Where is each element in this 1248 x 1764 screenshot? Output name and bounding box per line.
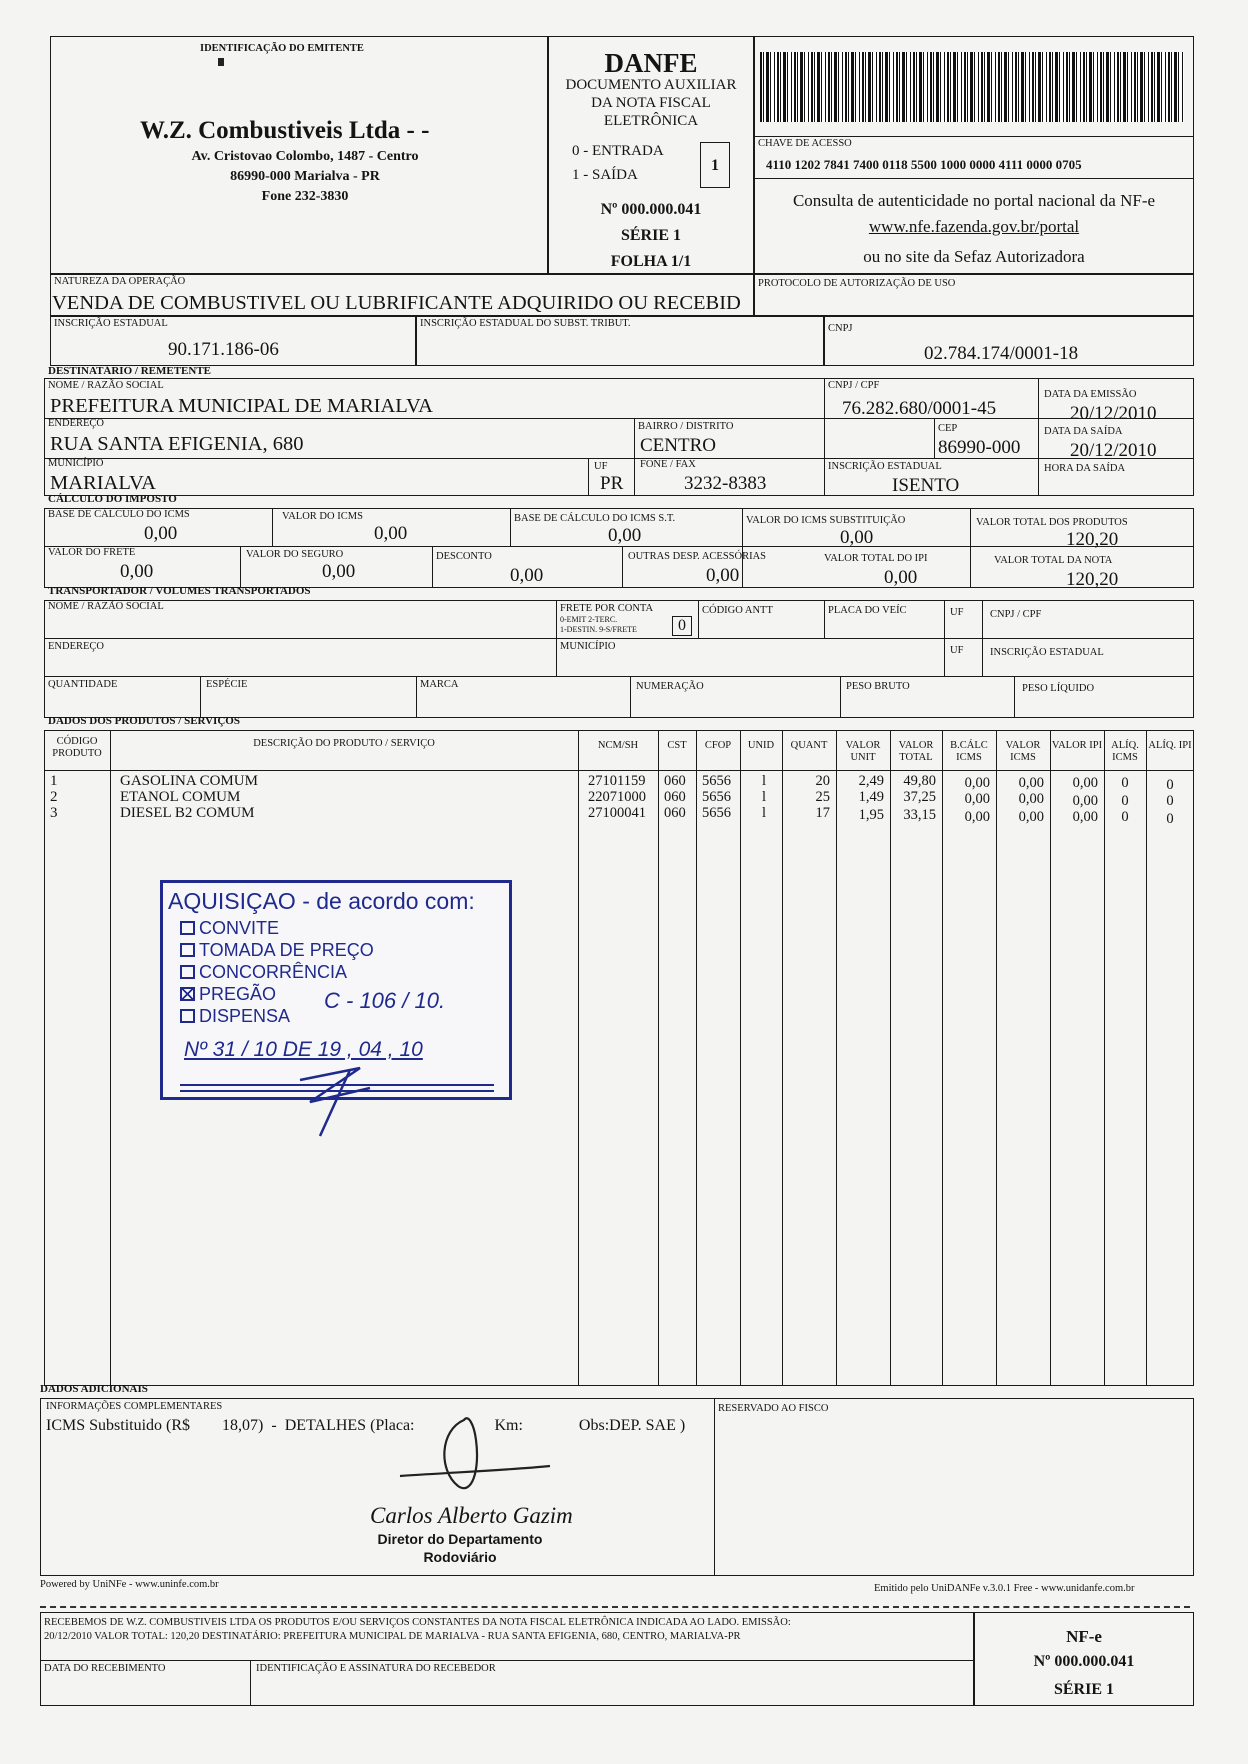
transp-uf2-label: UF [950, 645, 964, 656]
danfe-title: DANFE [604, 48, 698, 78]
checkbox-icon [180, 921, 195, 935]
valor-icms-st-label: VALOR DO ICMS SUBSTITUIÇÃO [746, 515, 906, 526]
row-valor-total: 33,15 [903, 807, 936, 823]
valor-icms: 0,00 [374, 523, 408, 544]
row-aliq-icms: 0 [1121, 809, 1129, 825]
outras-label: OUTRAS DESP. ACESSÓRIAS [628, 551, 766, 562]
imposto-section-label: CÁLCULO DO IMPOSTO [48, 493, 177, 505]
protocolo-label: PROTOCOLO DE AUTORIZAÇÃO DE USO [758, 278, 956, 289]
fone-label: FONE / FAX [640, 459, 696, 470]
consulta-text-2: ou no site da Sefaz Autorizadora [863, 247, 1085, 266]
danfe-folha: FOLHA 1/1 [610, 253, 692, 270]
valor-icms-st: 0,00 [840, 527, 874, 548]
checkbox-icon [180, 965, 195, 979]
stamp-option-convite: CONVITE [180, 918, 279, 939]
desconto-label: DESCONTO [436, 551, 492, 562]
data-recebimento-label: DATA DO RECEBIMENTO [44, 1663, 166, 1674]
canhoto-nfe: NF-e [1066, 1627, 1102, 1646]
row-descricao: ETANOL COMUM [120, 789, 241, 805]
consulta-link[interactable]: www.nfe.fazenda.gov.br/portal [868, 217, 1080, 236]
stamp-numero-line: Nº 31 / 10 DE 19 , 04 , 10 [184, 1038, 423, 1061]
quantidade-label: QUANTIDADE [48, 679, 118, 690]
reservado-fisco-label: RESERVADO AO FISCO [718, 1403, 829, 1414]
signature-role-2: Rodoviário [423, 1549, 497, 1565]
chave-label: CHAVE DE ACESSO [758, 138, 852, 149]
dest-cnpj: 76.282.680/0001-45 [842, 398, 997, 419]
row-codigo: 1 [50, 773, 58, 789]
dest-nome: PREFEITURA MUNICIPAL DE MARIALVA [50, 395, 433, 417]
dest-cnpj-label: CNPJ / CPF [828, 380, 880, 391]
row-ncm: 27100041 [588, 805, 646, 821]
row-codigo: 3 [50, 805, 58, 821]
row-ncm: 27101159 [588, 773, 646, 789]
row-quant: 17 [815, 805, 830, 821]
canhoto-numero: Nº 000.000.041 [1033, 1653, 1135, 1670]
data-emissao: 20/12/2010 [1070, 403, 1157, 424]
info-complementares-text: ICMS Substituido (R$ 18,07) - DETALHES (Placa: Km: Obs:DEP. SAE ) [46, 1417, 686, 1434]
transp-uf-label: UF [950, 607, 964, 618]
th-descricao: DESCRIÇÃO DO PRODUTO / SERVIÇO [253, 738, 435, 749]
checkbox-icon [180, 943, 195, 957]
row-valor-ipi: 0,00 [1072, 775, 1098, 791]
stamp-title: AQUISIÇAO - de acordo com: [168, 888, 475, 914]
outras: 0,00 [706, 565, 740, 586]
frete-opt-1: 0-EMIT 2-TERC. [560, 615, 618, 624]
especie-label: ESPÉCIE [206, 679, 248, 690]
row-aliq-icms: 0 [1121, 775, 1129, 791]
th-valor-icms: VALOR ICMS [1005, 740, 1041, 764]
transp-nome-label: NOME / RAZÃO SOCIAL [48, 601, 164, 612]
row-valor-icms: 0,00 [1018, 809, 1044, 825]
powered-by: Powered by UniNFe - www.uninfe.com.br [40, 1579, 219, 1590]
hora-saida-label: HORA DA SAÍDA [1044, 463, 1126, 474]
th-codigo: CÓDIGO PRODUTO [52, 736, 102, 760]
base-icms-st: 0,00 [608, 525, 642, 546]
th-valor-total: VALOR TOTAL [898, 740, 934, 764]
row-aliq-ipi: 0 [1166, 777, 1174, 793]
desconto: 0,00 [510, 565, 544, 586]
row-cfop: 5656 [702, 789, 731, 805]
emitente-section-label: IDENTIFICAÇÃO DO EMITENTE [200, 43, 364, 54]
data-saida: 20/12/2010 [1070, 440, 1157, 461]
danfe-serie: SÉRIE 1 [620, 227, 682, 244]
bairro: CENTRO [640, 435, 716, 456]
row-cst: 060 [664, 805, 686, 821]
dest-nome-label: NOME / RAZÃO SOCIAL [48, 380, 164, 391]
th-valor-ipi: VALOR IPI [1051, 740, 1103, 751]
bairro-label: BAIRRO / DISTRITO [638, 421, 734, 432]
th-cfop: CFOP [704, 740, 732, 751]
peso-liquido-label: PESO LÍQUIDO [1022, 683, 1095, 694]
transp-endereco-label: ENDEREÇO [48, 641, 104, 652]
th-valor-unit: VALOR UNIT [845, 740, 881, 764]
cnpj-value: 02.784.174/0001-18 [924, 343, 1079, 364]
frete-label: VALOR DO FRETE [48, 547, 136, 558]
row-valor-unit: 2,49 [858, 773, 884, 789]
dest-endereco: RUA SANTA EFIGENIA, 680 [50, 433, 304, 455]
row-quant: 25 [815, 789, 830, 805]
row-descricao: DIESEL B2 COMUM [120, 805, 255, 821]
danfe-saida: 1 - SAÍDA [572, 167, 638, 183]
placa-label: PLACA DO VEÍC [828, 605, 907, 616]
total-produtos-label: VALOR TOTAL DOS PRODUTOS [976, 517, 1128, 528]
info-complementares-label: INFORMAÇÕES COMPLEMENTARES [46, 1401, 223, 1412]
stamp-option-dispensa: DISPENSA [180, 1006, 290, 1027]
assinatura-recebedor-label: IDENTIFICAÇÃO E ASSINATURA DO RECEBEDOR [256, 1663, 496, 1674]
row-cfop: 5656 [702, 805, 731, 821]
row-cst: 060 [664, 789, 686, 805]
chave-divider [754, 136, 1194, 137]
municipio: MARIALVA [50, 472, 156, 494]
natureza-value: VENDA DE COMBUSTIVEL OU LUBRIFICANTE ADQUIRIDO OU RECEBID [52, 292, 741, 314]
ie-st-label: INSCRIÇÃO ESTADUAL DO SUBST. TRIBUT. [420, 318, 631, 329]
row-valor-unit: 1,95 [858, 807, 884, 823]
dest-ie: ISENTO [892, 475, 960, 496]
base-icms-label: BASE DE CÁLCULO DO ICMS [48, 509, 190, 520]
row-bc-icms: 0,00 [964, 791, 990, 807]
th-aliq-icms: ALÍQ. ICMS [1111, 740, 1139, 764]
stamp-signature-scribble [290, 1040, 380, 1140]
total-nota-label: VALOR TOTAL DA NOTA [994, 555, 1113, 566]
cep-label: CEP [938, 423, 958, 434]
stamp-option-concorrencia: CONCORRÊNCIA [180, 962, 347, 983]
total-nota: 120,20 [1066, 569, 1119, 590]
row-codigo: 2 [50, 789, 58, 805]
destinatario-section-label: DESTINATÁRIO / REMETENTE [48, 365, 211, 377]
danfe-subtitle-2: DA NOTA FISCAL [591, 95, 711, 111]
produtos-header-divider [44, 770, 1194, 771]
th-aliq-ipi: ALÍQ. IPI [1148, 740, 1192, 751]
data-emissao-label: DATA DA EMISSÃO [1044, 389, 1137, 400]
row-unid: l [762, 789, 767, 805]
row-cfop: 5656 [702, 773, 731, 789]
canhoto-text-1: RECEBEMOS DE W.Z. COMBUSTIVEIS LTDA OS PRODUTOS E/OU SERVIÇOS CONSTANTES DA NOTA FISCAL ELETRÔNICA INDICADA AO LADO. EMISSÃO: [44, 1617, 791, 1628]
total-produtos: 120,20 [1066, 529, 1119, 550]
row-valor-total: 37,25 [903, 789, 936, 805]
chave-barcode [760, 52, 1184, 122]
row-bc-icms: 0,00 [964, 775, 990, 791]
row-ncm: 22071000 [588, 789, 646, 805]
seguro: 0,00 [322, 561, 356, 582]
consulta-divider [754, 178, 1194, 179]
dest-endereco-label: ENDEREÇO [48, 418, 104, 429]
transp-ie-label: INSCRIÇÃO ESTADUAL [990, 647, 1104, 658]
canhoto-text-2: 20/12/2010 VALOR TOTAL: 120,20 DESTINATÁRIO: PREFEITURA MUNICIPAL DE MARIALVA - RUA SANTA EFIGENIA, 680, CENTRO, MARIALVA-PR [44, 1631, 741, 1642]
antt-label: CÓDIGO ANTT [702, 605, 773, 616]
row-cst: 060 [664, 773, 686, 789]
emitente-phone: Fone 232-3830 [261, 189, 349, 204]
cep: 86990-000 [938, 437, 1021, 458]
numeracao-label: NUMERAÇÃO [636, 681, 704, 692]
row-valor-ipi: 0,00 [1072, 793, 1098, 809]
transp-municipio-label: MUNICÍPIO [560, 641, 616, 652]
canhoto-serie: SÉRIE 1 [1053, 1681, 1115, 1698]
frete-conta-label: FRETE POR CONTA [560, 603, 654, 614]
checkbox-icon [180, 1009, 195, 1023]
row-unid: l [762, 805, 767, 821]
logo-mark-icon [218, 58, 224, 66]
danfe-numero: Nº 000.000.041 [600, 201, 702, 218]
row-aliq-ipi: 0 [1166, 811, 1174, 827]
ie-value: 90.171.186-06 [168, 339, 279, 360]
consulta-text-1: Consulta de autenticidade no portal nacional da NF-e [792, 191, 1156, 210]
natureza-label: NATUREZA DA OPERAÇÃO [54, 276, 186, 287]
cnpj-label: CNPJ [828, 323, 853, 334]
row-quant: 20 [815, 773, 830, 789]
base-icms-st-label: BASE DE CÁLCULO DO ICMS S.T. [514, 513, 676, 524]
row-valor-unit: 1,49 [858, 789, 884, 805]
ipi-label: VALOR TOTAL DO IPI [824, 553, 928, 564]
emitente-name: W.Z. Combustiveis Ltda - - [140, 117, 430, 144]
stamp-option-pregao: PREGÃO [180, 984, 276, 1005]
row-valor-ipi: 0,00 [1072, 809, 1098, 825]
transp-cnpj-label: CNPJ / CPF [990, 609, 1042, 620]
row-descricao: GASOLINA COMUM [120, 773, 258, 789]
row-unid: l [762, 773, 767, 789]
signature-role-1: Diretor do Departamento [377, 1531, 543, 1547]
adicionais-section-label: DADOS ADICIONAIS [40, 1383, 148, 1395]
emitente-address: Av. Cristovao Colombo, 1487 - Centro [191, 149, 419, 164]
seguro-label: VALOR DO SEGURO [246, 549, 344, 560]
stamp-option-tomada: TOMADA DE PREÇO [180, 940, 374, 961]
row-valor-total: 49,80 [903, 773, 936, 789]
data-saida-label: DATA DA SAÍDA [1044, 426, 1123, 437]
emitente-city: 86990-000 Marialva - PR [230, 169, 380, 184]
th-quant: QUANT [790, 740, 828, 751]
base-icms: 0,00 [144, 523, 178, 544]
danfe-entrada: 0 - ENTRADA [572, 143, 664, 159]
th-bc-icms: B.CÁLC ICMS [950, 740, 988, 764]
ie-label: INSCRIÇÃO ESTADUAL [54, 318, 168, 329]
director-signature [380, 1400, 560, 1510]
stamp-pregao-handwritten: C - 106 / 10. [324, 988, 446, 1013]
marca-label: MARCA [420, 679, 459, 690]
chave-value: 4110 1202 7841 7400 0118 5500 1000 0000 4111 0000 0705 [766, 157, 1082, 172]
row-bc-icms: 0,00 [964, 809, 990, 825]
row-aliq-icms: 0 [1121, 793, 1129, 809]
uf: PR [600, 473, 624, 494]
checked-checkbox-icon [180, 987, 195, 1001]
frete: 0,00 [120, 561, 154, 582]
frete-value: 0 [678, 617, 686, 634]
row-valor-icms: 0,00 [1018, 791, 1044, 807]
fone: 3232-8383 [684, 473, 767, 494]
produtos-section-label: DADOS DOS PRODUTOS / SERVIÇOS [48, 715, 240, 727]
th-unid: UNID [747, 740, 775, 751]
transportador-section-label: TRANSPORTADOR / VOLUMES TRANSPORTADOS [48, 585, 311, 597]
tipo-operacao-value: 1 [711, 157, 719, 174]
ipi: 0,00 [884, 567, 918, 588]
danfe-subtitle-3: ELETRÔNICA [603, 113, 699, 129]
dest-ie-label: INSCRIÇÃO ESTADUAL [828, 461, 942, 472]
peso-bruto-label: PESO BRUTO [846, 681, 910, 692]
municipio-label: MUNICÍPIO [48, 458, 104, 469]
valor-icms-label: VALOR DO ICMS [282, 511, 363, 522]
cut-line [40, 1606, 1190, 1608]
emitido-por: Emitido pelo UniDANFe v.3.0.1 Free - www.unidanfe.com.br [874, 1583, 1135, 1594]
frete-opt-2: 1-DESTIN. 9-S/FRETE [560, 625, 637, 634]
signature-name: Carlos Alberto Gazim [370, 1503, 573, 1528]
th-ncm: NCM/SH [597, 740, 639, 751]
row-valor-icms: 0,00 [1018, 775, 1044, 791]
th-cst: CST [667, 740, 687, 751]
danfe-subtitle-1: DOCUMENTO AUXILIAR [565, 77, 737, 93]
uf-label: UF [594, 461, 608, 472]
row-aliq-ipi: 0 [1166, 793, 1174, 809]
